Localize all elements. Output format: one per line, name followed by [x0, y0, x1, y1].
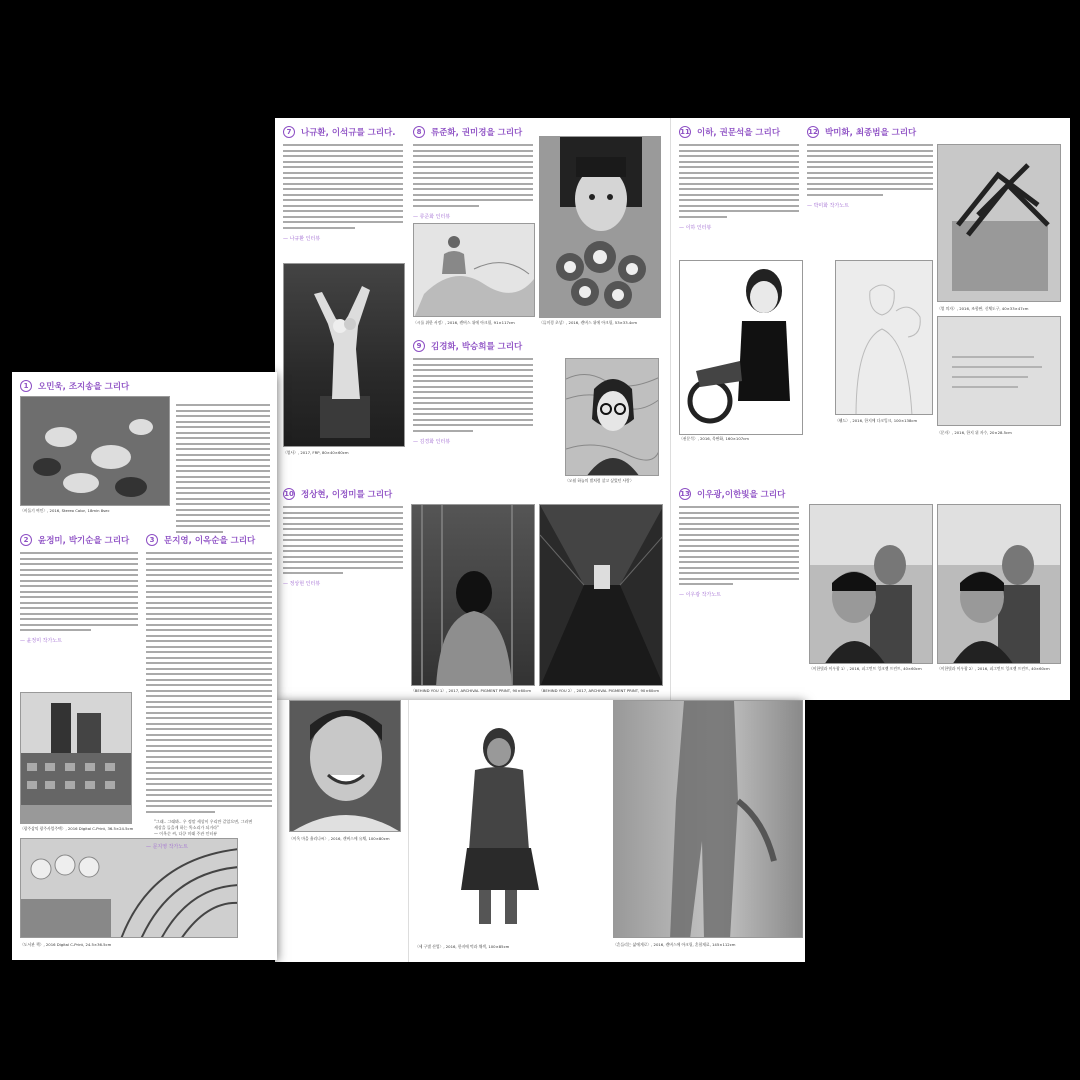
quote-line: 세상을 들을게 하는 똑소리가 되거라" — [154, 824, 219, 830]
seated-woman-drawing — [443, 720, 553, 932]
section-title: 문지영, 이옥순을 그리다 — [164, 536, 256, 546]
credit: — 나규환 인터뷰 — [283, 235, 321, 242]
caption: 〈권문석〉, 2016, 목판화, 160×107cm — [679, 436, 749, 441]
section-title: 이하, 권문석을 그리다 — [697, 128, 781, 138]
top-spread — [275, 118, 1070, 700]
caption: 〈문자〉, 2016, 한지 위 자수, 20×28.5cm — [937, 430, 1012, 435]
credit: — 김경화 인터뷰 — [413, 438, 451, 445]
caption: 〈흔들리는 삶에게로〉, 2016, 캔버스에 아크릴, 혼합재료, 145×112cm — [613, 942, 736, 947]
body-text — [807, 144, 933, 196]
section-number: 11 — [680, 128, 690, 136]
caption: 〈BEHIND YOU 2〉, 2017, ARCHIVAL PIGMENT PRINT, 90×60cm — [539, 688, 660, 693]
behind-you-1-photo — [411, 504, 535, 686]
torso-painting — [613, 700, 803, 938]
caption: 〈류미경 초상〉, 2016, 캔버스 위에 아크릴, 53×33.4cm — [539, 320, 638, 325]
section-number: 9 — [413, 340, 425, 352]
body-text — [283, 144, 403, 229]
section-number: 13 — [680, 490, 690, 498]
caption: 〈이한빛과 이우광 2〉, 2016, 피그먼트 잉크젯 프린트, 40×60cm — [937, 666, 1050, 671]
section-title: 윤정미, 박기순을 그리다 — [38, 536, 130, 546]
embroidered-cloth-photo — [937, 316, 1061, 426]
section-13 — [679, 488, 799, 598]
quote-attribution: — 이옥순 씨, 다큐 미래 주관 인터뷰 — [154, 830, 218, 836]
motorcycle-portrait — [679, 260, 803, 435]
section-title: 정상현, 이정미를 그리다 — [301, 490, 393, 500]
caption: 〈비둘기 여인〉, 2016, Stereo Color, 18min 8sec — [20, 508, 110, 513]
section-number: 1 — [20, 380, 32, 392]
quote-block — [146, 819, 272, 837]
caption: 〈이옥 마을 율리나씨〉, 2016, 캔버스에 유채, 100×80cm — [289, 836, 390, 841]
section-7 — [283, 126, 403, 242]
caption: 〈BEHIND YOU 1〉, 2017, ARCHIVAL PIGMENT PRINT, 90×60cm — [411, 688, 532, 693]
body-text — [413, 144, 533, 207]
section-number: 12 — [808, 128, 818, 136]
section-9 — [413, 340, 533, 445]
shelves-photo — [20, 838, 238, 938]
section-number: 7 — [283, 126, 295, 138]
left-spread — [12, 372, 277, 960]
body-text — [679, 144, 799, 218]
section-number: 2 — [20, 534, 32, 546]
body-text — [20, 552, 138, 631]
bw-portrait-artwork — [565, 358, 659, 476]
sculpture-photo — [283, 263, 405, 447]
behind-you-2-photo — [539, 504, 663, 686]
body-text — [146, 552, 272, 813]
caption: 〈시를 위한 서정〉, 2016, 캔버스 위에 아크릴, 91×117cm — [413, 320, 515, 325]
caption: 〈도서관 책〉, 2016 Digital C-Print, 24.5×36.5cm — [20, 942, 112, 947]
credit: — 이하 인터뷰 — [679, 224, 712, 231]
section-title: 김경화, 박승희를 그리다 — [431, 342, 523, 352]
section-title: 류준화, 권미경을 그리다 — [431, 128, 523, 138]
caption: 〈세 구별 산업〉, 2016, 한지에 먹과 채색, 100×85cm — [415, 944, 510, 949]
chairs-sculpture-photo — [937, 144, 1061, 302]
gutter — [408, 700, 409, 962]
caption: 〈열사〉, 2017, FRP, 80×40×60cm — [283, 450, 349, 455]
body-text — [283, 506, 403, 574]
bottom-spread — [275, 700, 805, 962]
caption: 〈이한빛과 이우광 1〉, 2016, 피그먼트 잉크젯 프린트, 40×60cm — [809, 666, 922, 671]
section-number: 8 — [413, 126, 425, 138]
sunflower-portrait — [539, 136, 661, 318]
credit: — 류준화 인터뷰 — [413, 213, 451, 220]
section-12 — [807, 126, 933, 209]
building-photo — [20, 692, 132, 824]
section-11 — [679, 126, 799, 231]
credit: — 윤정미 작가노트 — [20, 638, 62, 644]
section-number: 3 — [146, 534, 158, 546]
section-title: 박미화, 최종범을 그리다 — [825, 128, 917, 138]
credit: — 정상현 인터뷰 — [283, 581, 321, 587]
credit: — 이우광 작가노트 — [679, 592, 721, 598]
caption: 〈오월 하늘의 별처럼 살고 싶었던 사람〉 — [565, 478, 634, 483]
smiling-woman-portrait — [289, 700, 401, 832]
body-text — [176, 404, 270, 536]
section-2 — [20, 534, 138, 644]
section-title: 오민욱, 조지송을 그리다 — [38, 382, 130, 392]
section-title: 나규환, 이석규를 그리다. — [301, 128, 396, 138]
credit: — 문지영 작가노트 — [146, 843, 188, 850]
section-3 — [146, 534, 272, 850]
caption: 〈광주삼익 광주사업주택〉, 2016 Digital C-Print, 36.5×24.5cm — [20, 826, 134, 831]
selfie-photo-2 — [937, 504, 1061, 664]
selfie-photo-1 — [809, 504, 933, 664]
credit: — 박미화 작가노트 — [807, 202, 849, 209]
body-text — [413, 358, 533, 432]
section-number: 10 — [284, 490, 294, 498]
section-title: 이우광,이한빛을 그리다 — [697, 490, 786, 500]
caption: 〈열 의자〉, 2016, 조합판, 신체도구, 40×33×47cm — [937, 306, 1029, 311]
body-text — [679, 506, 799, 585]
couple-drawing — [835, 260, 933, 415]
section-1 — [20, 380, 270, 392]
section-8 — [413, 126, 533, 220]
pigeons-photo — [20, 396, 170, 506]
gutter — [670, 118, 671, 700]
caption: 〈웰드〉, 2016, 한지에 다크잉크, 100×138cm — [835, 418, 918, 423]
section-10 — [283, 488, 403, 587]
quote-line: "그래.. 그래봐.. 우 정말 세상이 우리만 같았으면, 그러면 — [154, 818, 253, 824]
sketch-artwork — [413, 223, 535, 317]
